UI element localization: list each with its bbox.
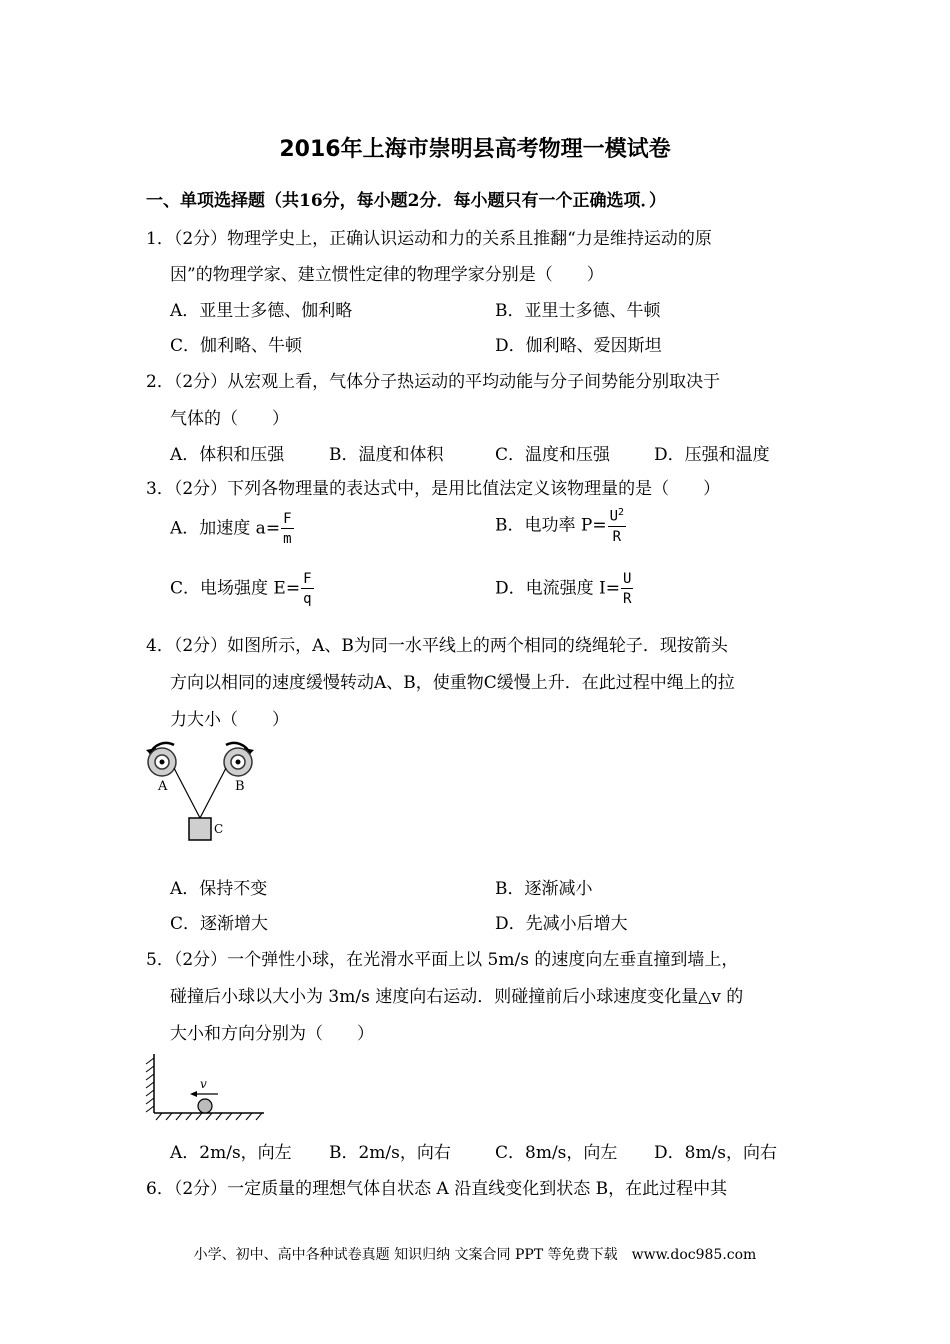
question-2-line-1: 2．（2分）从宏观上看，气体分子热运动的平均动能与分子间势能分别取决于: [146, 372, 721, 392]
question-5-option-a[interactable]: A．2m/s，向左: [170, 1143, 292, 1163]
wall-hatching: [146, 1058, 154, 1112]
question-1-option-b[interactable]: B．亚里士多德、牛顿: [495, 301, 661, 321]
fraction-d-numerator: U: [623, 571, 632, 587]
question-1-line-1: 1．（2分）物理学史上，正确认识运动和力的关系且推翻“力是维持运动的原: [146, 229, 712, 249]
fraction-a-numerator: F: [283, 511, 292, 527]
question-5-line-3: 大小和方向分别为（ ）: [170, 1024, 374, 1044]
question-1-option-c[interactable]: C．伽利略、牛顿: [170, 336, 303, 356]
fraction-c-denominator: q: [303, 591, 312, 607]
question-4-option-b[interactable]: B．逐渐减小: [495, 879, 593, 899]
wall-ball-diagram: [142, 1050, 267, 1122]
question-2-line-2: 气体的（ ）: [170, 409, 289, 429]
question-5-option-c[interactable]: C．8m/s，向左: [495, 1143, 618, 1163]
option-c-label: C．电场强度 E=: [170, 578, 301, 599]
question-5-option-b[interactable]: B．2m/s，向右: [329, 1143, 451, 1163]
pulley-b-axle: [236, 760, 241, 765]
question-1-line-2: 因”的物理学家、建立惯性定律的物理学家分别是（ ）: [170, 265, 604, 285]
question-3-option-d[interactable]: [495, 572, 633, 606]
question-3-option-c[interactable]: [170, 572, 314, 606]
option-a-label: A．加速度 a=: [170, 518, 281, 539]
fraction-d: [621, 572, 633, 606]
pulley-a-axle: [160, 760, 165, 765]
question-2-option-c[interactable]: C．温度和压强: [495, 445, 611, 465]
section-heading: 一、单项选择题（共16分，每小题2分．每小题只有一个正确选项．）: [146, 191, 666, 211]
pulley-label-a: A: [158, 779, 168, 794]
question-4-option-d[interactable]: D．先减小后增大: [495, 914, 628, 934]
question-3-option-a[interactable]: [170, 512, 294, 546]
option-b-label: B．电功率 P=: [495, 515, 607, 536]
question-1-option-a[interactable]: A．亚里士多德、伽利略: [170, 301, 353, 321]
page-footer: 小学、初中、高中各种试卷真题 知识归纳 文案合同 PPT 等免费下载 www.doc985.com: [193, 1247, 757, 1263]
question-5-option-d[interactable]: D．8m/s，向右: [654, 1143, 778, 1163]
question-1-option-d[interactable]: D．伽利略、爱因斯坦: [495, 336, 662, 356]
question-5-line-1: 5．（2分）一个弹性小球，在光滑水平面上以 5m/s 的速度向左垂直撞到墙上，: [146, 950, 739, 970]
fraction-a-denominator: m: [283, 531, 292, 547]
question-4-line-2: 方向以相同的速度缓慢转动A、B，使重物C缓慢上升．在此过程中绳上的拉: [170, 673, 735, 693]
weight-block: [189, 818, 211, 840]
pulley-diagram: [140, 736, 280, 846]
fraction-c: [301, 572, 313, 606]
question-2-option-d[interactable]: D．压强和温度: [654, 445, 770, 465]
pulley-label-b: B: [235, 779, 245, 794]
fraction-b-base: U: [609, 508, 619, 525]
question-3-line-1: 3．（2分）下列各物理量的表达式中，是用比值法定义该物理量的是（ ）: [146, 479, 721, 499]
question-2-option-a[interactable]: A．体积和压强: [170, 445, 285, 465]
floor-hatching: [156, 1113, 262, 1120]
fraction-b-numerator: [608, 508, 626, 527]
option-d-label: D．电流强度 I=: [495, 578, 620, 599]
question-4-option-a[interactable]: A．保持不变: [170, 879, 268, 899]
question-4-line-1: 4．（2分）如图所示，A、B为同一水平线上的两个相同的绕绳轮子．现按箭头: [146, 636, 728, 656]
velocity-arrowhead-icon: [190, 1091, 197, 1097]
fraction-d-denominator: R: [623, 591, 632, 607]
fraction-b-exponent: 2: [618, 507, 625, 518]
question-2-option-b[interactable]: B．温度和体积: [329, 445, 444, 465]
fraction-b-denominator: R: [612, 528, 622, 545]
question-4-line-3: 力大小（ ）: [170, 710, 289, 730]
question-3-option-b[interactable]: [495, 508, 626, 544]
fraction-c-numerator: F: [303, 571, 312, 587]
ball: [198, 1099, 212, 1113]
rope-left: [174, 768, 200, 818]
weight-label-c: C: [214, 822, 224, 836]
page-title: 2016年上海市崇明县高考物理一模试卷: [279, 137, 671, 162]
velocity-label: v: [200, 1077, 207, 1091]
question-6-line-1: 6．（2分）一定质量的理想气体自状态 A 沿直线变化到状态 B，在此过程中其: [146, 1179, 728, 1199]
question-4-option-c[interactable]: C．逐渐增大: [170, 914, 269, 934]
rope-right: [200, 768, 226, 818]
fraction-a: [281, 512, 293, 546]
fraction-b: [608, 508, 626, 544]
question-5-line-2: 碰撞后小球以大小为 3m/s 速度向右运动．则碰撞前后小球速度变化量△v 的: [170, 987, 744, 1007]
